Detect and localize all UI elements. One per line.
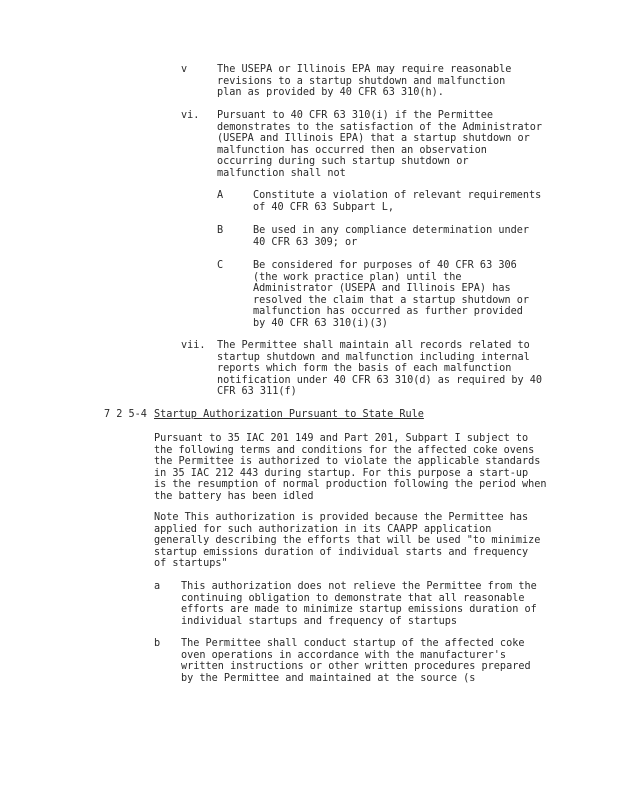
list-item-text: This authorization does not relieve the Permittee from the continuing obligation to demonstrate that all reasonable efforts are made to minimize startup emissions duration of individual startups and frequency of startups bbox=[181, 581, 537, 627]
section-number: 7 2 5-4 bbox=[104, 409, 147, 420]
list-marker: C bbox=[217, 260, 224, 271]
list-item-text: The Permittee shall conduct startup of the affected coke oven operations in accordance with the manufacturer's written instructions or other written procedures prepared by the Permittee and maintained at the source (s bbox=[181, 638, 531, 684]
list-marker: B bbox=[217, 225, 224, 236]
list-item-text: Be considered for purposes of 40 CFR 63 306 (the work practice plan) until the Administrator (USEPA and Illinois EPA) has resolved the claim that a startup shutdown or malfunction has occurred as further provided by 40 CFR 63 310(i)(3) bbox=[253, 260, 530, 329]
section-title: Startup Authorization Pursuant to State Rule bbox=[154, 409, 424, 420]
list-marker: vii. bbox=[181, 340, 206, 351]
list-item-text: The Permittee shall maintain all records related to startup shutdown and malfunction including internal reports which form the basis of each malfunction notification under 40 CFR 63 310(d) as required by 40 CFR 63 311(f) bbox=[217, 340, 543, 398]
list-item-text: The USEPA or Illinois EPA may require reasonable revisions to a startup shutdown and malfunction plan as provided by 40 CFR 63 310(h). bbox=[217, 64, 512, 99]
list-marker: v bbox=[181, 64, 188, 75]
list-item-text: Be used in any compliance determination under 40 CFR 63 309; or bbox=[253, 225, 530, 248]
list-marker: a bbox=[154, 581, 161, 592]
list-item-text: Constitute a violation of relevant requirements of 40 CFR 63 Subpart L, bbox=[253, 190, 542, 213]
note-paragraph: Note This authorization is provided because the Permittee has applied for such authorization in its CAAPP application generally describing the efforts that will be used "to minimize startup emissions duration of individual starts and frequency of startups" bbox=[154, 512, 541, 570]
list-item-text: Pursuant to 40 CFR 63 310(i) if the Permittee demonstrates to the satisfaction of the Administrator (USEPA and Illinois EPA) that a startup shutdown or malfunction has occurred then an observation occurring during such startup shutdown or malfunction shall not bbox=[217, 110, 543, 179]
list-marker: b bbox=[154, 638, 161, 649]
list-marker: A bbox=[217, 190, 224, 201]
body-paragraph: Pursuant to 35 IAC 201 149 and Part 201, Subpart I subject to the following terms and conditions for the affected coke ovens the Permittee is authorized to violate the applicable standards in 35 IAC 212 443 during startup. For this purpose a start-up is the resumption of normal production following the period when the battery has been idled bbox=[154, 433, 547, 502]
list-marker: vi. bbox=[181, 110, 200, 121]
